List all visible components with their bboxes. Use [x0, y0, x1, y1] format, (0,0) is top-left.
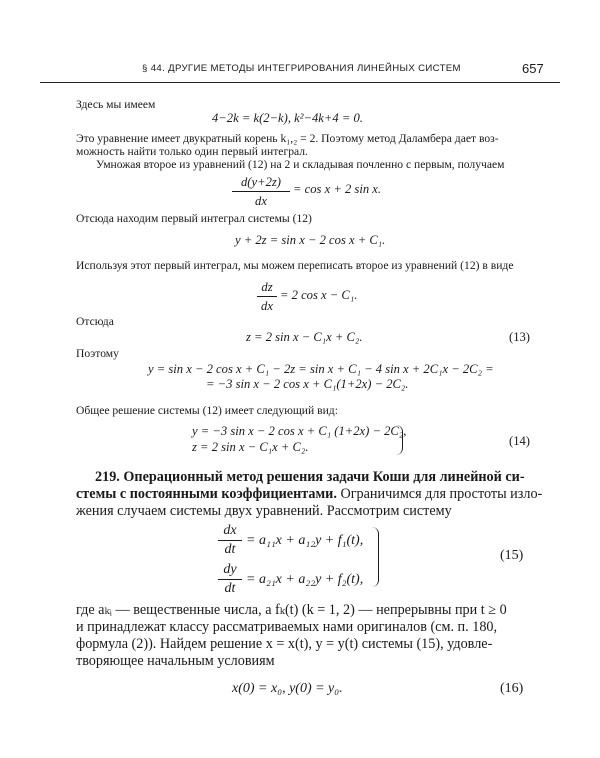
running-head: § 44. ДРУГИЕ МЕТОДЫ ИНТЕГРИРОВАНИЯ ЛИНЕЙНЫХ СИСТЕМ	[142, 63, 461, 74]
system-eq2-denominator: dt	[224, 581, 236, 596]
section-heading-line-2	[76, 486, 542, 503]
section-text-continuation: Ограничимся для простоты изло-	[336, 486, 543, 502]
system-eq1-fraction	[218, 523, 242, 558]
system-eq2-fraction	[218, 562, 242, 597]
equation-4: z = 2 sin x − C₁x + C₂.	[246, 330, 363, 344]
equation-6-line-1: y = −3 sin x − 2 cos x + C₁ (1+2x) − 2C₂,	[192, 424, 407, 438]
system-eq1-numerator: dx	[223, 523, 237, 538]
equation-2: y + 2z = sin x − 2 cos x + C₁.	[235, 233, 386, 247]
equation-6-number: (14)	[509, 434, 530, 448]
equation-6-line-2: z = 2 sin x − C₁x + C₂.	[192, 440, 309, 454]
system-equation-number: (15)	[500, 548, 524, 563]
equation-3-fraction	[257, 279, 277, 314]
equation-3-rhs: = 2 cos x − C₁.	[280, 288, 358, 302]
equation-4-number: (13)	[509, 330, 530, 344]
paragraph-5: Отсюда	[76, 315, 114, 328]
intro-text: Здесь мы имеем	[76, 98, 156, 111]
fraction-bar	[232, 191, 290, 192]
equation-1-fraction	[232, 174, 290, 209]
header-rule	[40, 82, 560, 83]
section-paragraph-line-1: где aₖᵢ — вещественные числа, а fₖ(t) (k = 1, 2) — непрерывны при t ≥ 0	[76, 602, 507, 618]
fraction-bar	[218, 540, 242, 541]
paragraph-2: Умножая второе из уравнений (12) на 2 и складывая почленно с первым, получаем	[96, 158, 505, 171]
equation-3-denominator: dx	[261, 299, 273, 313]
section-paragraph-line-2: и принадлежат классу рассматриваемых нами оригиналов (см. п. 180,	[76, 619, 498, 635]
system-eq2-numerator: dy	[223, 562, 237, 577]
system-right-brace	[372, 527, 379, 587]
paragraph-1-line-1: Это уравнение имеет двукратный корень k₁,₂ = 2. Поэтому метод Даламбера дает воз-	[76, 132, 499, 145]
section-heading-line-1: 219. Операционный метод решения задачи Коши для линейной си-	[95, 469, 525, 485]
system-eq1-denominator: dt	[224, 542, 236, 557]
paragraph-7: Общее решение системы (12) имеет следующий вид:	[76, 404, 338, 417]
section-line-3: жения случаем системы двух уравнений. Рассмотрим систему	[76, 503, 452, 519]
paragraph-6: Поэтому	[76, 347, 119, 360]
equation-3-numerator: dz	[261, 280, 273, 294]
paragraph-1-line-2: можность найти только один первый интеграл.	[76, 145, 308, 158]
equation-1-denominator: dx	[255, 194, 267, 208]
paragraph-3: Отсюда находим первый интеграл системы (12)	[76, 212, 312, 225]
equation-5-line-1: y = sin x − 2 cos x + C₁ − 2z = sin x + C₁ − 4 sin x + 2C₁x − 2C₂ =	[148, 362, 494, 376]
equation-5-line-2: = −3 sin x − 2 cos x + C₁(1+2x) − 2C₂.	[206, 377, 409, 391]
equation-1-numerator: d(y+2z)	[241, 175, 281, 189]
initial-conditions: x(0) = x₀, y(0) = y₀.	[232, 681, 343, 696]
fraction-bar	[257, 296, 277, 297]
section-paragraph-line-3: формула (2)). Найдем решение x = x(t), y = y(t) системы (15), удовле-	[76, 636, 493, 652]
right-brace	[396, 425, 403, 455]
section-paragraph-line-4: творяющее начальным условиям	[76, 653, 275, 669]
system-eq2-rhs: = a₂₁x + a₂₂y + f₂(t),	[246, 572, 364, 587]
fraction-bar	[218, 579, 242, 580]
section-heading-bold-tail: стемы с постоянными коэффициентами.	[76, 486, 337, 502]
initial-conditions-number: (16)	[500, 681, 524, 696]
system-eq1-rhs: = a₁₁x + a₁₂y + f₁(t),	[246, 533, 364, 548]
page-number: 657	[522, 61, 544, 76]
paragraph-4: Используя этот первый интеграл, мы можем переписать второе из уравнений (12) в виде	[76, 259, 514, 272]
equation-1-rhs: = cos x + 2 sin x.	[293, 182, 381, 196]
characteristic-equation: 4−2k = k(2−k), k²−4k+4 = 0.	[212, 111, 363, 125]
